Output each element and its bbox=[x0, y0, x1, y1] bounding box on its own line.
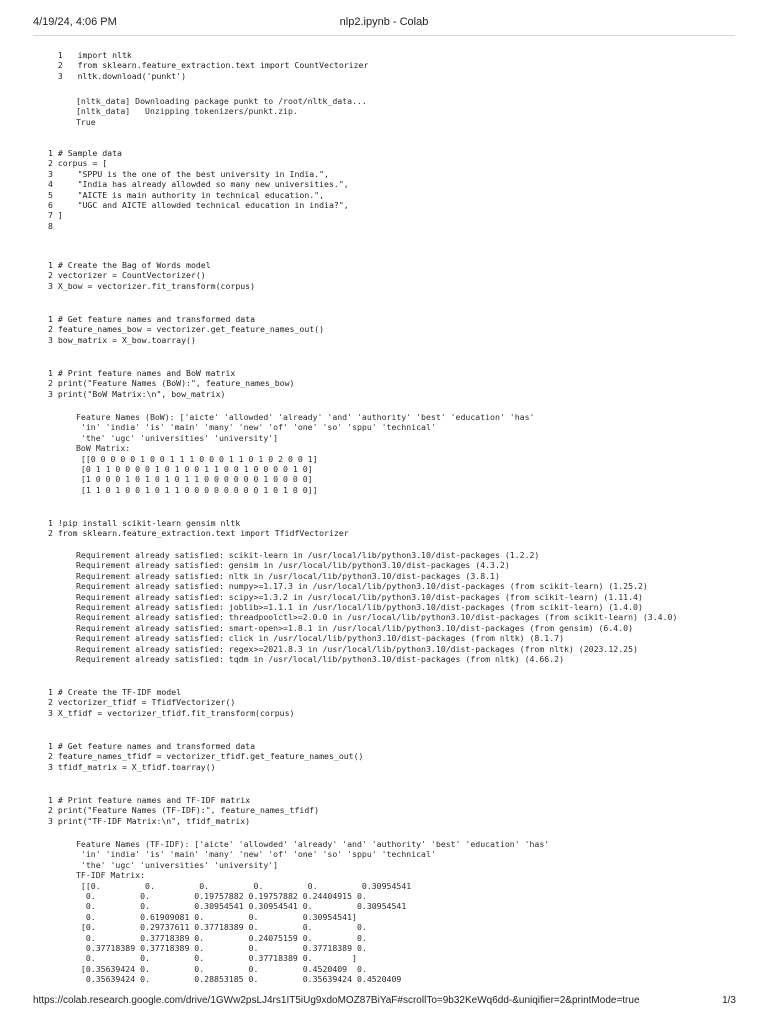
cell-1-output: [nltk_data] Downloading package punkt to /root/nltk_data... [nltk_data] Unzipping tokenizers/punkt.zip. True bbox=[76, 96, 367, 127]
code-cell-1[interactable]: 1 import nltk 2 from sklearn.feature_extraction.text import CountVectorizer 3 nltk.download('punkt') bbox=[57, 50, 369, 81]
code-cell-6[interactable]: 1 !pip install scikit-learn gensim nltk 2 from sklearn.feature_extraction.text import TfidfVectorizer bbox=[48, 518, 349, 539]
page-number: 1/3 bbox=[722, 995, 736, 1006]
cell-5-output: Feature Names (BoW): ['aicte' 'allowded' 'already' 'and' 'authority' 'best' 'education' 'has' 'in' 'india' 'is' 'main' 'many' 'new' 'of' 'one' 'so' 'sppu' 'technical' 'the' 'ugc' 'universities' 'university'] BoW Matrix: [[0 0 0 0 0 1 0 0 1 1 1 0 0 0 1 1 0 1 0 2 0 0 1] [0 1 1 0 0 0 0 1 0 1 0 0 1 1 0 0 1 0 0 0 0 1 0] [1 0 0 0 1 0 1 0 1 0 1 1 0 0 0 0 0 0 1 0 0 0 0] [1 1 0 1 0 0 1 0 1 1 0 0 0 0 0 0 0 0 1 0 1 0 0]] bbox=[76, 412, 535, 495]
code-cell-4[interactable]: 1 # Get feature names and transformed data 2 feature_names_bow = vectorizer.get_feature_names_out() 3 bow_matrix = X_bow.toarray() bbox=[48, 314, 325, 345]
print-header bbox=[0, 0, 768, 44]
code-cell-2[interactable]: 1 # Sample data 2 corpus = [ 3 "SPPU is the one of the best university in India.", 4 "India has already allowded so many new universities.", 5 "AICTE is main authority in technical education.", 6 "UGC and AICTE allowded technical education in india?", 7 ] 8 bbox=[48, 148, 349, 231]
print-footer bbox=[0, 995, 768, 1011]
header-divider bbox=[33, 35, 735, 36]
code-cell-8[interactable]: 1 # Get feature names and transformed data 2 feature_names_tfidf = vectorizer_tfidf.get_feature_names_out() 3 tfidf_matrix = X_tfidf.toarray() bbox=[48, 741, 364, 772]
code-cell-9[interactable]: 1 # Print feature names and TF-IDF matrix 2 print("Feature Names (TF-IDF):", feature_names_tfidf) 3 print("TF-IDF Matrix:\n", tfidf_matrix) bbox=[48, 795, 320, 826]
page-url: https://colab.research.google.com/drive/1GWw2psLJ4rs1IT5iUg9xdoMOZ87BiYaF#scrollTo=9b32KeWq6dd-&uniqifier=2&printMode=true bbox=[33, 995, 640, 1006]
code-cell-5[interactable]: 1 # Print feature names and BoW matrix 2 print("Feature Names (BoW):", feature_names_bow) 3 print("BoW Matrix:\n", bow_matrix) bbox=[48, 368, 295, 399]
print-datetime: 4/19/24, 4:06 PM bbox=[33, 16, 117, 28]
notebook-title: nlp2.ipynb - Colab bbox=[339, 16, 429, 28]
cell-6-output: Requirement already satisfied: scikit-learn in /usr/local/lib/python3.10/dist-packages (1.2.2) Requirement already satisfied: gensim in /usr/local/lib/python3.10/dist-packages (4.3.2) Requirement already satisfied: nltk in /usr/local/lib/python3.10/dist-packages (3.8.1) Requirement already satisfied: numpy>=1.17.3 in /usr/local/lib/python3.10/dist-packages (from scikit-learn) (1.25.2) Requirement already satisfied: scipy>=1.3.2 in /usr/local/lib/python3.10/dist-packages (from scikit-learn) (1.11.4) Requirement already satisfied: joblib>=1.1.1 in /usr/local/lib/python3.10/dist-packages (from scikit-learn) (1.4.0) Requirement already satisfied: threadpoolctl>=2.0.0 in /usr/local/lib/python3.10/dist-packages (from scikit-learn) (3.4.0) Requirement already satisfied: smart-open>=1.8.1 in /usr/local/lib/python3.10/dist-packages (from gensim) (6.4.0) Requirement already satisfied: click in /usr/local/lib/python3.10/dist-packages (from nltk) (8.1.7) Requirement already satisfied: regex>=2021.8.3 in /usr/local/lib/python3.10/dist-packages (from nltk) (2023.12.25) Requirement already satisfied: tqdm in /usr/local/lib/python3.10/dist-packages (from nltk) (4.66.2) bbox=[76, 550, 678, 665]
cell-9-output: Feature Names (TF-IDF): ['aicte' 'allowded' 'already' 'and' 'authority' 'best' 'education' 'has' 'in' 'india' 'is' 'main' 'many' 'new' 'of' 'one' 'so' 'sppu' 'technical' 'the' 'ugc' 'universities' 'university'] TF-IDF Matrix: [[0. 0. 0. 0. 0. 0.30954541 0. 0. 0.19757882 0.19757882 0.24404915 0. 0. 0. 0.30954541 0.30954541 0. 0.30954541 0. 0.61909081 0. 0. 0.30954541] [0. 0.29737611 0.37718389 0. 0. 0. 0. 0.37718389 0. 0.24075159 0. 0. 0.37718389 0.37718389 0. 0. 0.37718389 0. 0. 0. 0. 0.37718389 0. ] [0.35639424 0. 0. 0. 0.4520409 0. 0.35639424 0. 0.28853185 0. 0.35639424 0.4520409 bbox=[76, 839, 550, 985]
code-cell-3[interactable]: 1 # Create the Bag of Words model 2 vectorizer = CountVectorizer() 3 X_bow = vectorizer.fit_transform(corpus) bbox=[48, 260, 256, 291]
code-cell-7[interactable]: 1 # Create the TF-IDF model 2 vectorizer_tfidf = TfidfVectorizer() 3 X_tfidf = vectorizer_tfidf.fit_transform(corpus) bbox=[48, 687, 295, 718]
